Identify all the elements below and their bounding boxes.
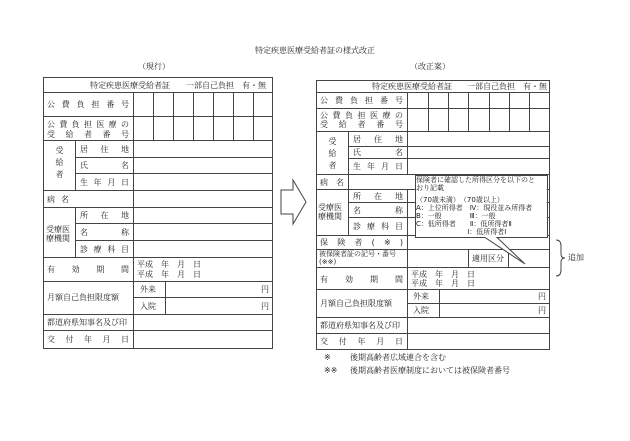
revised-insured-card-label-1: 被保険者証の記号・番号 (319, 250, 396, 258)
current-department-label: 診療科目 (80, 245, 129, 254)
note-mark: ※ (324, 353, 331, 362)
callout-line: A：上位所得者 Ⅳ：現役並み所得者 (416, 204, 533, 212)
callout-line: C：低所得者 Ⅱ：低所得者Ⅱ (416, 220, 512, 228)
revised-insurer-label: 保険者(※) (320, 238, 403, 247)
callout-line: 保険者に確認した所得区分を以下のと (416, 176, 535, 184)
current-outpatient-yen: 円 (261, 285, 269, 294)
current-institution-label-2: 療機関 (46, 234, 70, 243)
current-monthly-limit-label: 月額自己負担限度額 (47, 293, 119, 302)
current-birth-label: 生年月日 (80, 178, 129, 187)
revised-validity-label: 有効期間 (320, 275, 403, 284)
revised-governor-label: 都道府県知事名及び印 (320, 321, 400, 330)
current-validity-from: 平成 年 月 日 (137, 260, 201, 269)
callout-line: B：一般 Ⅲ：一般 (416, 212, 496, 220)
current-caption: （現行） (138, 62, 170, 71)
current-institution-label-1: 受療医 (46, 225, 70, 234)
callout-line: Ⅰ：低所得者Ⅰ (416, 228, 507, 236)
revised-recipient-number-label-1: 公費負担医療の (320, 111, 403, 120)
revised-public-number-label: 公費負担番号 (320, 96, 403, 105)
callout-line: （70歳未満） （70歳以上） (416, 196, 504, 204)
revised-recipient-number-label-2: 受給者番号 (320, 120, 403, 129)
income-category-callout (416, 176, 535, 236)
current-inst-name-label: 名称 (80, 228, 129, 237)
note-text: 後期高齢者広域連合を含む (350, 353, 446, 362)
note-mark: ※※ (324, 366, 338, 375)
current-governor-label: 都道府県知事名及び印 (47, 318, 127, 327)
revised-outpatient-label: 外来 (413, 292, 429, 301)
note-text: 後期高齢者医療制度においては被保険者番号 (350, 366, 510, 375)
current-header-copay: 一部自己負担 有・無 (186, 81, 266, 90)
current-inpatient-yen: 円 (261, 302, 269, 311)
revised-validity-to: 平成 年 月 日 (411, 279, 475, 288)
callout-line: おり記載 (416, 184, 444, 192)
current-recipient-label: 受給者 (55, 146, 64, 182)
revised-header-title: 特定疾患医療受給者証 (372, 82, 452, 91)
revised-inpatient-label: 入院 (413, 306, 429, 315)
revised-location-label: 所在地 (353, 192, 403, 201)
current-inpatient-label: 入院 (140, 302, 156, 311)
current-address-label: 居住地 (80, 145, 129, 154)
revised-institution-label-1: 受療医 (318, 203, 342, 212)
current-recipient-number-label-1: 公費負担医療の (47, 120, 129, 129)
current-header-title: 特定疾患医療受給者証 (90, 81, 170, 90)
page-title: 特定疾患医療受給者証の様式改正 (255, 46, 375, 55)
current-disease-label: 病名 (47, 195, 69, 204)
revised-recipient-label: 受給者 (328, 137, 337, 173)
revised-inst-name-label: 名称 (353, 206, 403, 215)
current-recipient-number-label-2: 受給者番号 (47, 130, 129, 139)
current-name-label: 氏名 (80, 161, 129, 170)
revised-institution-label-2: 療機関 (318, 212, 342, 221)
revised-category-label: 適用区分 (472, 254, 504, 263)
revised-header-copay: 一部自己負担 有・無 (467, 82, 547, 91)
current-validity-label: 有効期間 (47, 265, 129, 274)
revised-name-label: 氏名 (353, 148, 403, 157)
revised-disease-label: 病名 (320, 178, 344, 187)
revised-caption: （改正案） (410, 62, 450, 71)
revised-monthly-limit-label: 月額自己負担限度額 (320, 299, 392, 308)
current-validity-to: 平成 年 月 日 (137, 270, 201, 279)
revised-inpatient-yen: 円 (538, 306, 546, 315)
revised-address-label: 居住地 (353, 135, 403, 144)
revised-birth-label: 生年月日 (353, 162, 403, 171)
current-location-label: 所在地 (80, 211, 129, 220)
revised-validity-from: 平成 年 月 日 (411, 270, 475, 279)
current-issue-date-label: 交付年月日 (47, 335, 129, 344)
revised-insured-card-label-2: (※※) (319, 258, 337, 266)
added-label: 追加 (568, 253, 584, 262)
current-outpatient-label: 外来 (140, 285, 156, 294)
revised-issue-date-label: 交付年月日 (320, 337, 403, 346)
revised-department-label: 診療科目 (353, 222, 403, 231)
current-public-number-label: 公費負担番号 (47, 100, 129, 109)
revised-outpatient-yen: 円 (538, 292, 546, 301)
